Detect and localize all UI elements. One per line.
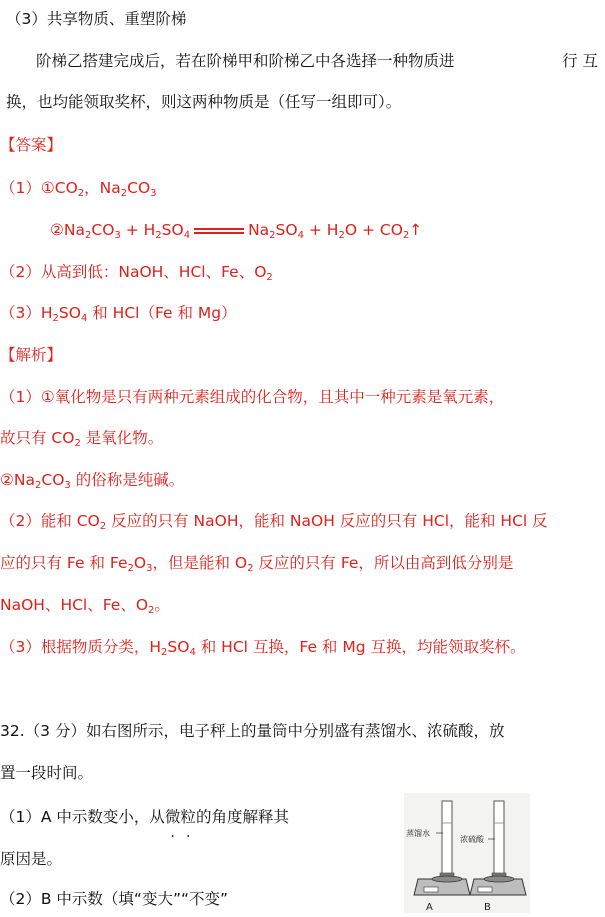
subscript: 2 [120, 188, 128, 199]
eq-part: SO [275, 221, 298, 239]
analysis-3-text-a: ②Na [0, 471, 35, 489]
subscript: 3 [114, 230, 121, 241]
section3-paragraph-line1-a: 阶梯乙搭建完成后，若在阶梯甲和阶梯乙中各选择一种物质进 [36, 52, 455, 70]
analysis-5-text-d: 反应的只有 Fe，所以由高到低分别是 [253, 554, 514, 572]
analysis-line4 [0, 510, 548, 532]
q32-line4: 原因是。 [0, 850, 63, 868]
subscript: 2 [127, 563, 134, 574]
analysis-7-text-c: 和 HCl 互换，Fe 和 Mg 互换，均能领取奖杯。 [195, 638, 526, 656]
analysis-3-text-c: 的俗称是纯碱。 [70, 471, 185, 489]
subscript: 2 [85, 230, 92, 241]
analysis-4-text-b: 反应的只有 NaOH，能和 NaOH 反应的只有 HCl，能和 HCl 反 [106, 512, 548, 530]
subscript: 2 [74, 438, 81, 449]
subscript: 2 [155, 230, 162, 241]
analysis-title: 【解析】 [0, 346, 63, 364]
eq-part: + H [120, 221, 156, 239]
answer-1-text-c: CO [127, 179, 151, 197]
analysis-4-text-a: （2）能和 CO [0, 512, 100, 530]
analysis-line2 [0, 427, 163, 449]
emphasis-char: 微 [164, 808, 181, 826]
eq-part: CO [91, 221, 115, 239]
section3-paragraph-line1 [36, 50, 598, 72]
subscript: 2 [148, 605, 155, 616]
subscript: 3 [64, 480, 71, 491]
subscript: 4 [297, 230, 304, 241]
subscript: 2 [77, 188, 85, 199]
answer-title: 【答案】 [0, 136, 63, 154]
emphasis-char: 粒 [180, 808, 196, 826]
analysis-line3 [0, 469, 184, 491]
subscript: 3 [146, 563, 153, 574]
analysis-6-text-b: 。 [154, 596, 170, 614]
answer-line1 [0, 177, 157, 199]
subscript: 4 [183, 230, 191, 241]
cylinder-b [494, 801, 504, 875]
subscript: 2 [269, 230, 276, 241]
subscript: 2 [52, 313, 59, 324]
subscript: 4 [189, 647, 196, 658]
section3-heading: （3）共享物质、重塑阶梯 [6, 10, 187, 28]
analysis-2-text-b: 是氧化物。 [80, 429, 164, 447]
subscript: 2 [161, 647, 168, 658]
eq-part: ②Na [50, 221, 85, 239]
cylinder-a [442, 801, 452, 875]
label-b: B [484, 902, 491, 913]
subscript: 2 [402, 230, 410, 241]
q32-3-text-b: 的角度解释其 [195, 808, 289, 826]
subscript: 3 [150, 188, 157, 199]
eq-part: Na [248, 221, 270, 239]
section3-paragraph-line1-b: 行 互 [562, 52, 598, 70]
analysis-line1: （1）①氧化物是只有两种元素组成的化合物，且其中一种元素是氧元素， [0, 388, 505, 406]
label-distilled-water: 蒸馏水 [406, 829, 430, 838]
answer-3-text-b: SO [58, 304, 81, 322]
subscript: 2 [99, 521, 107, 532]
q32-line1: 32.（3 分）如右图所示，电子秤上的量筒中分别盛有蒸馏水、浓硫酸，放 [0, 722, 505, 740]
answer-line3 [0, 302, 237, 324]
scales-figure [404, 793, 530, 913]
analysis-5-text-c: ，但是能和 O [152, 554, 248, 572]
answer-1-text-b: ，Na [84, 179, 121, 197]
eq-part: + H [303, 221, 339, 239]
subscript: 4 [80, 313, 88, 324]
scales-illustration [404, 793, 530, 913]
section3-paragraph-line2: 换，也均能领取奖杯，则这两种物质是（任写一组即可）。 [6, 93, 402, 111]
analysis-7-text-b: SO [167, 638, 190, 656]
label-conc-acid: 浓硫酸 [460, 835, 484, 844]
analysis-5-text-b: O [133, 554, 147, 572]
answer-line2 [0, 261, 273, 283]
analysis-line5 [0, 552, 513, 574]
subscript: 2 [247, 563, 254, 574]
q32-line3 [0, 806, 289, 828]
subscript: 2 [338, 230, 345, 241]
analysis-7-text-a: （3）根据物质分类，H [0, 638, 162, 656]
analysis-3-text-b: CO [41, 471, 65, 489]
analysis-6-text-a: NaOH、HCl、Fe、O [0, 596, 149, 614]
analysis-line6 [0, 594, 170, 616]
answer-2-text: （2）从高到低：NaOH、HCl、Fe、O [0, 263, 267, 281]
analysis-2-text-a: 故只有 CO [0, 429, 75, 447]
subscript: 2 [266, 272, 273, 283]
analysis-line7 [0, 636, 526, 658]
answer-equation [50, 219, 422, 241]
gas-arrow-icon: ↑ [409, 221, 423, 239]
q32-line2: 置一段时间。 [0, 764, 94, 782]
eq-part: O + CO [344, 221, 403, 239]
analysis-5-text-a: 应的只有 Fe 和 Fe [0, 554, 128, 572]
answer-1-text-a: （1）①CO [0, 179, 78, 197]
eq-part: SO [161, 221, 184, 239]
answer-3-text-c: 和 HCl（Fe 和 Mg） [87, 304, 237, 322]
subscript: 2 [35, 480, 42, 491]
q32-3-text-a: （1）A 中示数变小，从 [0, 808, 165, 826]
q32-line5: （2）B 中示数（填“变大”“不变” [0, 890, 229, 908]
answer-3-text-a: （3）H [0, 304, 53, 322]
label-a: A [426, 902, 433, 913]
equals-sign [194, 228, 244, 234]
